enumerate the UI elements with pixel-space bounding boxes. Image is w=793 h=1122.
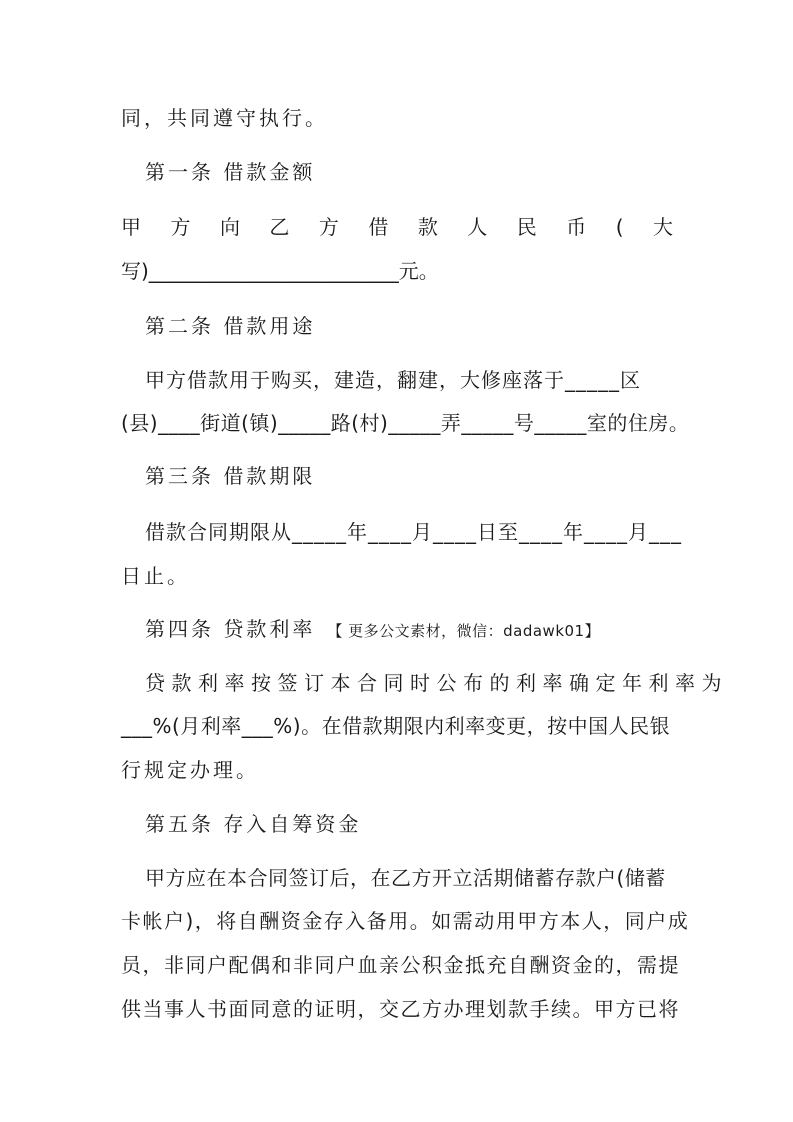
article-1-heading: 第一条 借款金额 (145, 160, 316, 184)
paragraph-line: 甲方借款用于购买，建造，翻建，大修座落于_____区 (145, 368, 641, 392)
article-4-heading: 第四条 贷款利率 (145, 617, 316, 641)
paragraph-line: ___%(月利率___%)。在借款期限内利率变更，按中国人民银 (121, 714, 671, 738)
char: 借 (368, 215, 389, 239)
paragraph-line-justified (121, 213, 673, 241)
paragraph-line: 员，非同户配偶和非同户血亲公积金抵充自酬资金的，需提 (121, 953, 680, 977)
paragraph-line: 写)_________________________元。 (121, 259, 439, 283)
char: 民 (516, 215, 537, 239)
article-3-heading: 第三条 借款期限 (145, 464, 316, 488)
article-4-heading-row (145, 615, 673, 643)
paragraph-line: 供当事人书面同意的证明，交乙方办理划款手续。甲方已将 (121, 997, 680, 1021)
paragraph-line: 行规定办理。 (121, 758, 259, 782)
char: 人 (467, 215, 488, 239)
char: ( (615, 215, 624, 239)
paragraph-line: 甲方应在本合同签订后，在乙方开立活期储蓄存款户(储蓄 (145, 866, 666, 890)
char: 方 (318, 215, 339, 239)
char: 向 (219, 215, 240, 239)
char: 大 (652, 215, 673, 239)
paragraph-line: 借款合同期限从_____年____月____日至____年____月___ (145, 520, 682, 544)
article-2-heading: 第二条 借款用途 (145, 314, 316, 338)
paragraph-line: 同，共同遵守执行。 (121, 106, 328, 130)
paragraph-line: 日止。 (121, 564, 190, 588)
source-note: 【 更多公文素材，微信：dadawk01】 (327, 622, 601, 640)
char: 币 (566, 215, 587, 239)
paragraph-line: 卡帐户)，将自酬资金存入备用。如需动用甲方本人，同户成 (121, 909, 690, 933)
paragraph-line: 贷款利率按签订本合同时公布的利率确定年利率为 (145, 671, 728, 695)
char: 乙 (269, 215, 290, 239)
paragraph-line: (县)____街道(镇)_____路(村)_____弄_____号_____室的住房。 (121, 411, 690, 435)
char: 款 (417, 215, 438, 239)
char: 方 (170, 215, 191, 239)
char: 甲 (121, 215, 141, 239)
article-5-heading: 第五条 存入自筹资金 (145, 812, 362, 836)
